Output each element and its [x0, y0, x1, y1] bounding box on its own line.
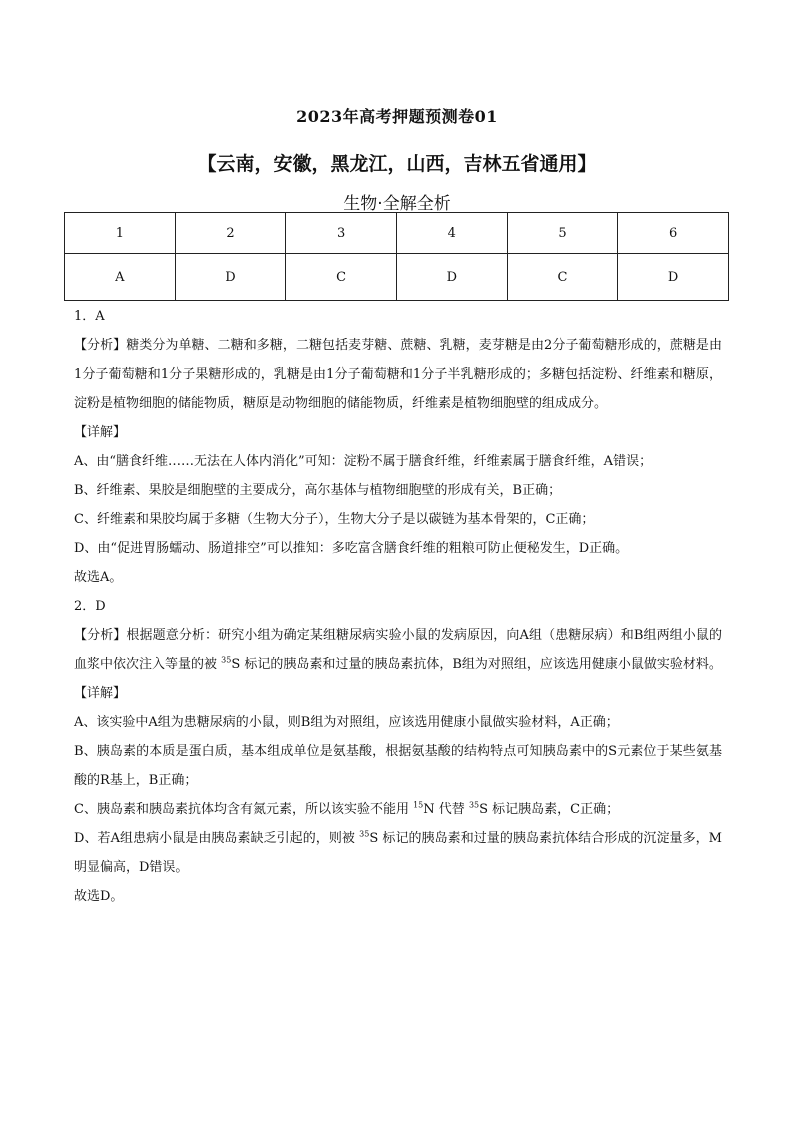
answer-cell: C [286, 254, 397, 301]
page-title: 2023年高考押题预测卷01 [296, 107, 498, 126]
q2-heading: 2．D [74, 599, 106, 614]
isotope-superscript: 35 [359, 829, 370, 839]
answer-cell: D [175, 254, 286, 301]
question-number-cell: 6 [618, 213, 729, 254]
question-number-cell: 1 [65, 213, 176, 254]
question-number-cell: 3 [286, 213, 397, 254]
q1-analysis: 【分析】糖类分为单糖、二糖和多糖，二糖包括麦芽糖、蔗糖、乳糖，麦芽糖是由2分子葡萄糖形成的，蔗糖是由1分子葡萄糖和1分子果糖形成的，乳糖是由1分子葡萄糖和1分子半乳糖形成的；多糖包括淀粉、纤维素和糖原，淀粉是植物细胞的储能物质，糖原是动物细胞的储能物质，纤维素是植物细胞壁的组成成分。 [74, 338, 722, 411]
answer-table-answer-row [65, 254, 729, 301]
isotope-superscript: 15 [413, 800, 424, 810]
q1-option-b: B、纤维素、果胶是细胞壁的主要成分，高尔基体与植物细胞壁的形成有关，B正确； [74, 483, 562, 498]
solutions-body [74, 302, 722, 911]
question-number-cell: 2 [175, 213, 286, 254]
q2-option-d: D、若A组患病小鼠是由胰岛素缺乏引起的，则被 $^{35}$S 标记的胰岛素和过量的胰岛素抗体结合形成的沉淀量多，M明显偏高，D错误。 [74, 829, 722, 875]
q2-analysis: 【分析】根据题意分析：研究小组为确定某组糖尿病实验小鼠的发病原因，向A组（患糖尿病）和B组两组小鼠的血浆中依次注入等量的被 $^{35}$S 标记的胰岛素和过量的胰岛素抗体，B组为对照组，应该选用健康小鼠做实验材料。 [74, 628, 722, 672]
q1-option-c: C、纤维素和果胶均属于多糖（生物大分子），生物大分子是以碳链为基本骨架的，C正确； [74, 512, 595, 527]
q1-conclusion: 故选A。 [74, 570, 123, 585]
question-number-cell: 4 [396, 213, 507, 254]
q1-option-a: A、由“膳食纤维……无法在人体内消化”可知：淀粉不属于膳食纤维，纤维素属于膳食纤维，A错误； [74, 454, 653, 469]
q2-option-b: B、胰岛素的本质是蛋白质，基本组成单位是氨基酸，根据氨基酸的结构特点可知胰岛素中的S元素位于某些氨基酸的R基上，B正确； [74, 744, 722, 788]
q2-option-a: A、该实验中A组为患糖尿病的小鼠，则B组为对照组，应该选用健康小鼠做实验材料，A正确； [74, 715, 619, 730]
answer-table [64, 212, 729, 301]
province-subtitle: 【云南，安徽，黑龙江，山西，吉林五省通用】 [197, 153, 597, 175]
q1-detail-label: 【详解】 [74, 425, 127, 440]
section-subtitle: 生物·全解全析 [343, 194, 451, 214]
q2-detail-label: 【详解】 [74, 686, 127, 701]
q1-option-d: D、由“促进胃肠蠕动、肠道排空”可以推知：多吃富含膳食纤维的粗粮可防止便秘发生，D正确。 [74, 541, 629, 556]
q2-option-c: C、胰岛素和胰岛素抗体均含有氮元素，所以该实验不能用 $^{15}$N 代替 $^{35}$S 标记胰岛素，C正确； [74, 800, 620, 817]
answer-cell: D [618, 254, 729, 301]
answer-cell: C [507, 254, 618, 301]
q2-conclusion: 故选D。 [74, 889, 124, 904]
question-number-cell: 5 [507, 213, 618, 254]
isotope-superscript: 35 [468, 800, 480, 810]
answer-cell: A [65, 254, 176, 301]
isotope-superscript: 35 [221, 655, 232, 665]
answer-table-number-row [65, 213, 729, 254]
q1-heading: 1．A [74, 309, 105, 324]
answer-cell: D [396, 254, 507, 301]
